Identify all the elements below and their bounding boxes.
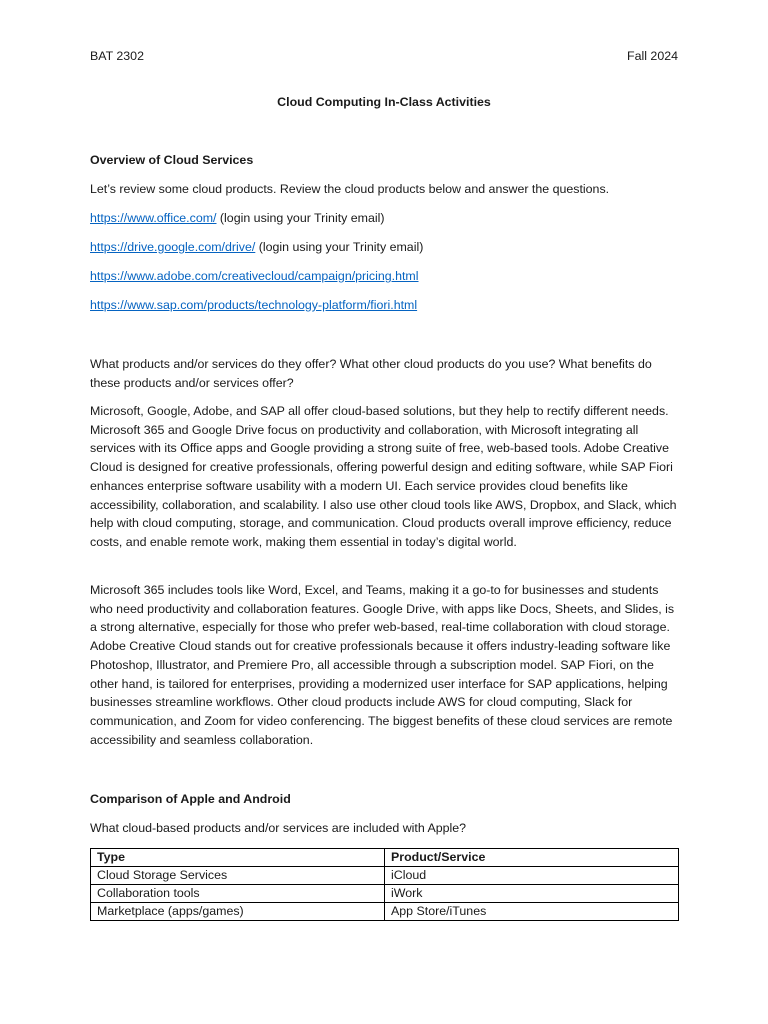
table-row [91,885,679,903]
table-header-row [91,849,679,867]
office-link[interactable]: https://www.office.com/ [90,211,217,225]
answer-paragraph-1: Microsoft, Google, Adobe, and SAP all offer cloud-based solutions, but they help to rectify different needs. Microsoft 365 and Google Drive focus on productivity and collaboration, with Microsoft integrating all services with its Office apps and Google providing a strong suite of free, web-based tools. Adobe Creative Cloud is designed for creative professionals, offering powerful design and editing software, while SAP Fiori enhances enterprise software usability with a modern UI. Each service provides cloud benefits like accessibility, collaboration, and scalability. I also use other cloud tools like AWS, Dropbox, and Slack, which help with cloud computing, storage, and communication. Cloud products overall improve efficiency, reduce costs, and enable remote work, making them essential in today’s digital world. [90,404,677,549]
table-header-cell: Product/Service [385,849,679,867]
table-cell: iCloud [385,867,679,885]
table-cell: App Store/iTunes [385,903,679,921]
link-item [90,296,678,315]
table-cell: Marketplace (apps/games) [91,903,385,921]
table-header-cell: Type [91,849,385,867]
course-code: BAT 2302 [90,49,144,63]
link-item [90,209,678,228]
section2-heading: Comparison of Apple and Android [90,792,291,806]
apple-services-table [90,848,679,921]
page-header [90,47,678,65]
section1-intro: Let’s review some cloud products. Review the cloud products below and answer the questions. [90,182,610,196]
table-row [91,867,679,885]
answer-paragraph-2: Microsoft 365 includes tools like Word, Excel, and Teams, making it a go-to for businesses and students who need productivity and collaboration features. Google Drive, with apps like Docs, Sheets, and Slides, is a strong alternative, especially for those who prefer web-based, real-time collaboration with cloud storage. Adobe Creative Cloud stands out for creative professionals because it offers industry-leading software like Photoshop, Illustrator, and Premiere Pro, all accessible through a subscription model. SAP Fiori, on the other hand, is tailored for enterprises, providing a modernized user interface for SAP applications, helping businesses streamline workflows. Other cloud products include AWS for cloud computing, Slack for communication, and Zoom for video conferencing. The biggest benefits of these cloud services are remote accessibility and seamless collaboration. [90,583,675,747]
google-drive-link[interactable]: https://drive.google.com/drive/ [90,240,256,254]
link-item [90,267,678,286]
link-item [90,238,678,257]
section1-heading: Overview of Cloud Services [90,153,254,167]
section2-question: What cloud-based products and/or services are included with Apple? [90,821,467,835]
section1-question: What products and/or services do they offer? What other cloud products do you use? What benefits do these products and/or services offer? [90,357,652,390]
table-row [91,903,679,921]
table-cell: iWork [385,885,679,903]
table-cell: Collaboration tools [91,885,385,903]
term: Fall 2024 [627,49,678,63]
adobe-link[interactable]: https://www.adobe.com/creativecloud/campaign/pricing.html [90,269,419,283]
link-note: (login using your Trinity email) [216,211,385,225]
sap-fiori-link[interactable]: https://www.sap.com/products/technology-platform/fiori.html [90,298,418,312]
link-note: (login using your Trinity email) [255,240,424,254]
table-cell: Cloud Storage Services [91,867,385,885]
document-title: Cloud Computing In-Class Activities [277,95,491,109]
